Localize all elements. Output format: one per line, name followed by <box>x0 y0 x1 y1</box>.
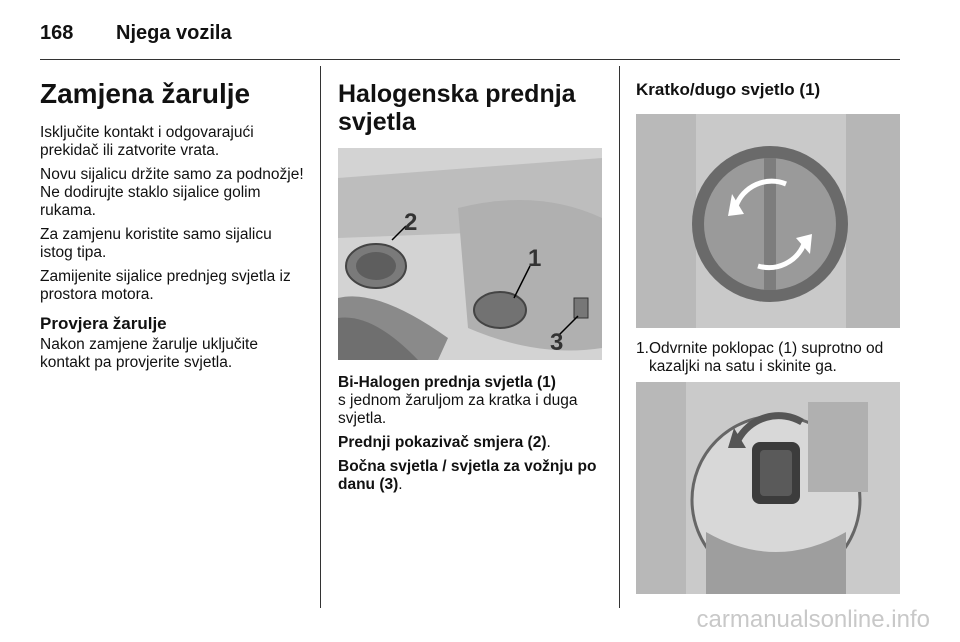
column-1 <box>40 70 308 378</box>
halogen-headlights-heading: Halogenska prednja svjetla <box>338 80 576 136</box>
figure-label-2: 2 <box>404 209 418 236</box>
paragraph: Nakon zamjene žarulje uključite kontakt pa provjerite svjetla. <box>40 336 258 371</box>
figure-label-1: 1 <box>528 245 542 272</box>
step-1 <box>636 340 906 376</box>
paragraph: Novu sijalicu držite samo za podnožje! Ne dodirujte staklo sijalice golim rukama. <box>40 166 304 219</box>
step-text: Odvrnite poklopac (1) suprotno od kazaljki na satu i skinite ga. <box>648 340 884 375</box>
low-high-beam-heading: Kratko/dugo svjetlo (1) <box>636 80 821 99</box>
figure-label-3: 3 <box>550 329 564 356</box>
cover-figure <box>636 114 900 328</box>
column-divider <box>320 66 321 608</box>
step-number: 1. <box>636 340 649 357</box>
item-3: Bočna svjetla / svjetla za vožnju po danu (3). <box>338 458 597 493</box>
column-3 <box>636 70 906 594</box>
headlight-figure <box>338 148 602 360</box>
watermark: carmanualsonline.info <box>696 606 930 633</box>
header-rule <box>40 59 900 60</box>
bulb-replacement-heading: Zamjena žarulje <box>40 78 251 109</box>
column-divider <box>619 66 620 608</box>
page-number: 168 <box>40 22 74 44</box>
bulb-figure <box>636 382 900 594</box>
section-title: Njega vozila <box>116 22 232 44</box>
item-1-text: s jednom žaruljom za kratka i duga svjetla. <box>338 392 578 427</box>
page-header <box>40 22 232 45</box>
paragraph: Zamijenite sijalice prednjeg svjetla iz prostora motora. <box>40 268 291 303</box>
paragraph: Isključite kontakt i odgovarajući prekidač ili zatvorite vrata. <box>40 124 254 159</box>
column-2 <box>338 70 602 500</box>
paragraph: Za zamjenu koristite samo sijalicu istog tipa. <box>40 226 272 261</box>
bulb-check-heading: Provjera žarulje <box>40 314 167 333</box>
item-1-heading: Bi-Halogen prednja svjetla (1) <box>338 374 556 391</box>
item-2: Prednji pokazivač smjera (2). <box>338 434 551 451</box>
